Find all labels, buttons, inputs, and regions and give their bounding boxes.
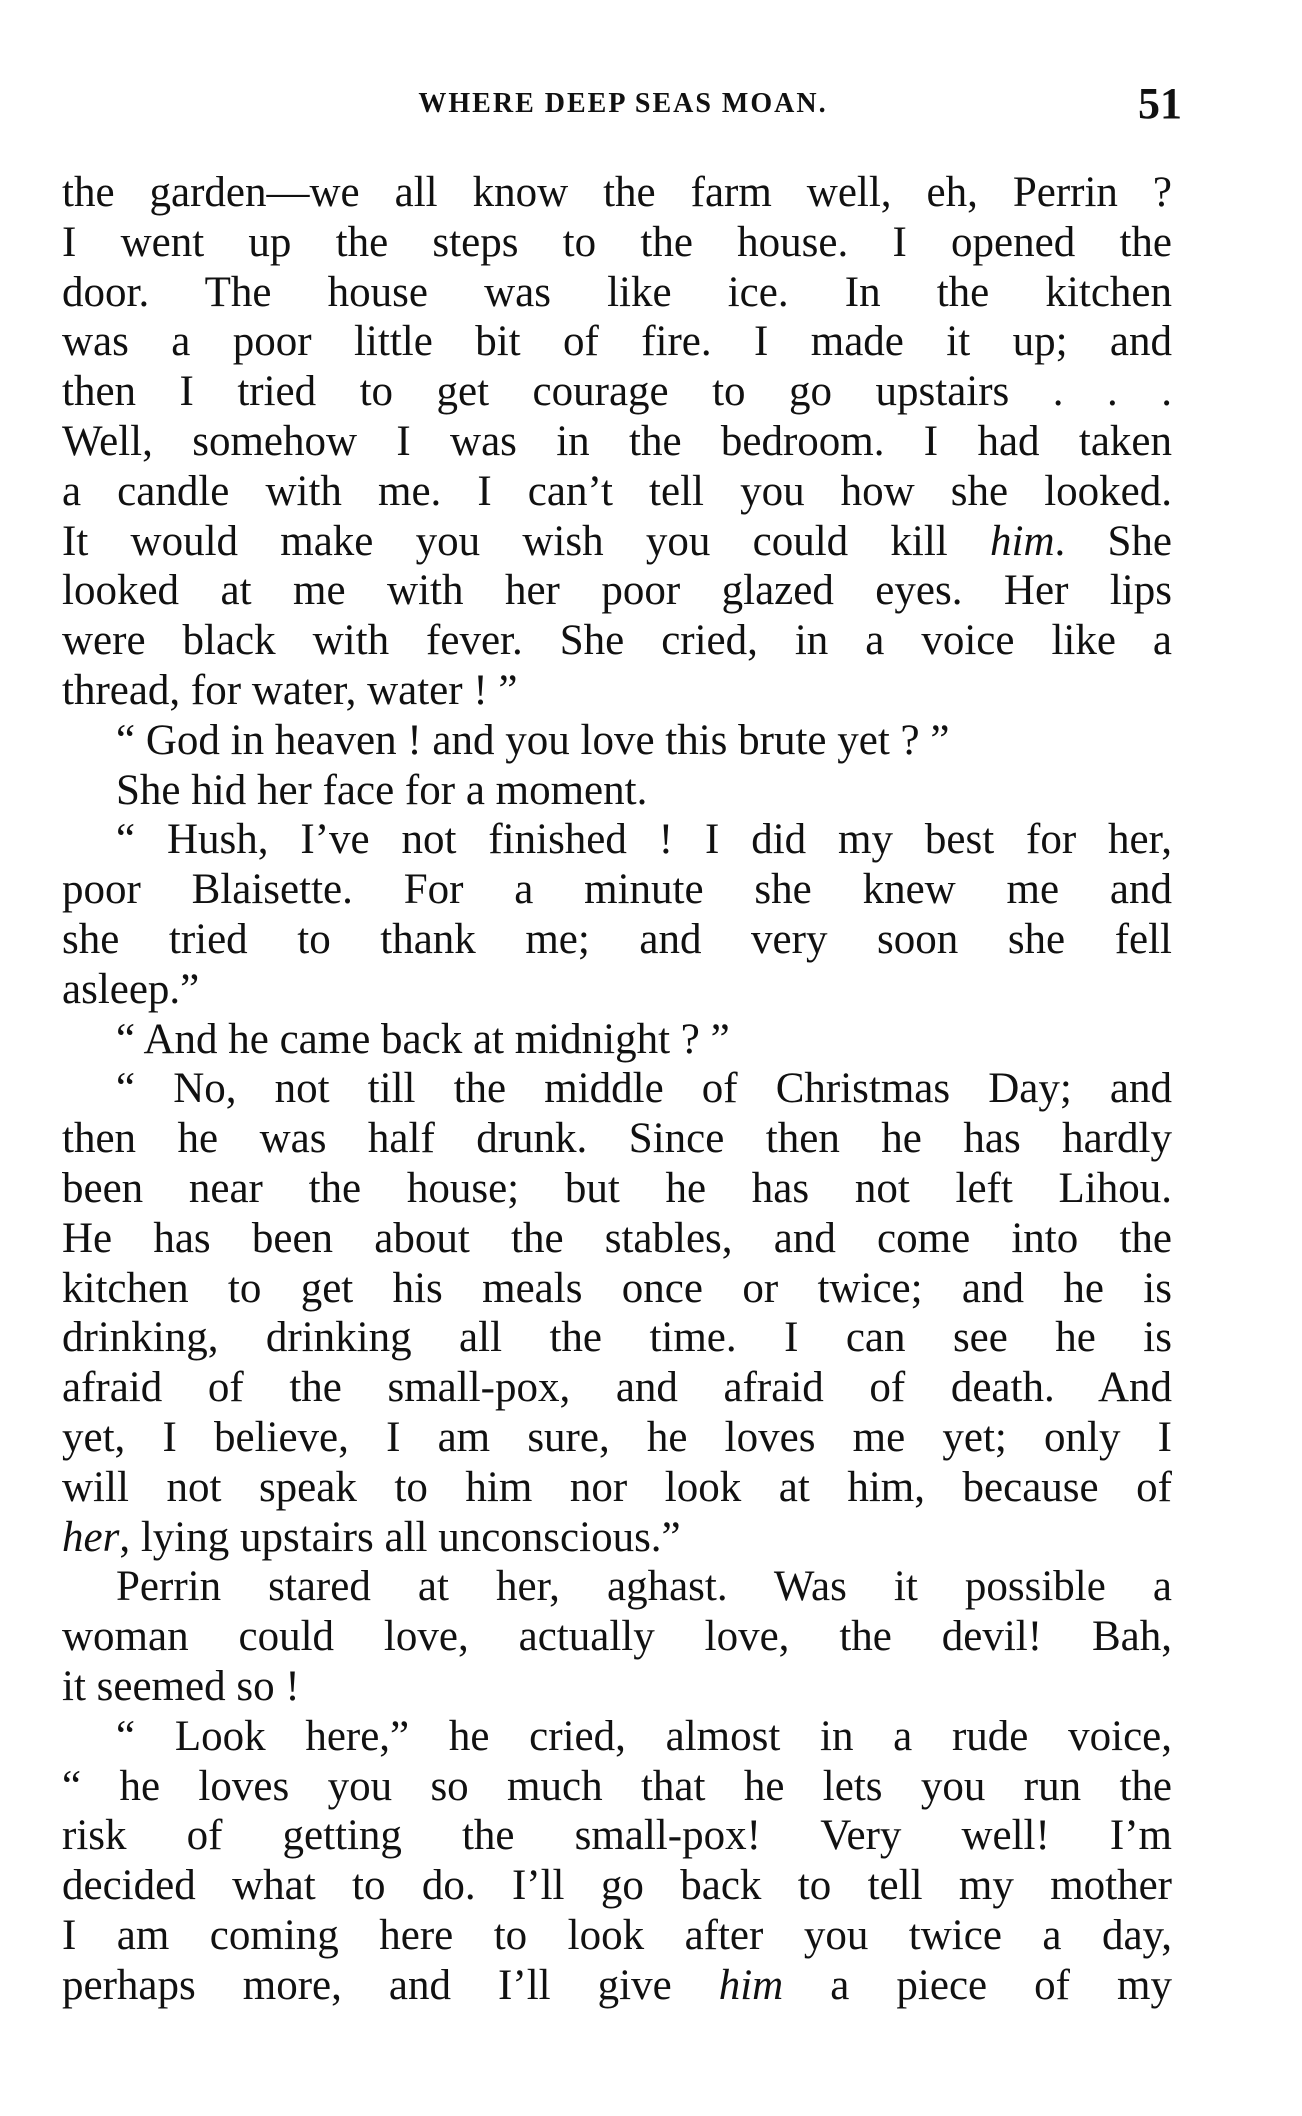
text-line: yet, I believe, I am sure, he loves me yet; only I — [62, 1413, 1172, 1461]
emphasis: him — [718, 1961, 784, 2009]
running-head — [64, 78, 1182, 128]
text-line: She hid her face for a moment. — [116, 766, 648, 814]
text-line: “ God in heaven ! and you love this brute yet ? ” — [116, 716, 950, 764]
text-line: kitchen to get his meals once or twice; and he is — [62, 1264, 1172, 1312]
text-line: then he was half drunk. Since then he has hardly — [62, 1115, 1172, 1163]
text-line: It would make you wish you could kill him. She — [62, 517, 1172, 565]
text-line: her, lying upstairs all unconscious.” — [62, 1513, 681, 1561]
text-line: “ he loves you so much that he lets you run the — [62, 1762, 1172, 1810]
text-line: He has been about the stables, and come into the — [62, 1214, 1172, 1262]
text-line: risk of getting the small-pox! Very well! I’m — [62, 1812, 1172, 1860]
text-line: door. The house was like ice. In the kitchen — [62, 268, 1172, 316]
running-title: WHERE DEEP SEAS MOAN. — [418, 88, 828, 119]
text-line: perhaps more, and I’ll give him a piece of my — [62, 1961, 1172, 2009]
text-line: was a poor little bit of fire. I made it up; and — [62, 318, 1172, 366]
text-line: “ And he came back at midnight ? ” — [116, 1015, 730, 1063]
text-line: she tried to thank me; and very soon she fell — [62, 915, 1172, 963]
text-line: the garden—we all know the farm well, eh, Perrin ? — [62, 169, 1172, 216]
text-line: then I tried to get courage to go upstairs . . . — [62, 368, 1172, 416]
text-line: looked at me with her poor glazed eyes. Her lips — [62, 567, 1172, 615]
text-line: afraid of the small-pox, and afraid of death. And — [62, 1364, 1172, 1412]
text-line: Well, somehow I was in the bedroom. I had taken — [62, 417, 1172, 465]
emphasis: her — [62, 1513, 120, 1561]
text-line: “ No, not till the middle of Christmas Day; and — [116, 1065, 1172, 1113]
text-line: I am coming here to look after you twice a day, — [62, 1911, 1172, 1959]
text-line: thread, for water, water ! ” — [62, 666, 518, 714]
text-line: “ Look here,” he cried, almost in a rude voice, — [116, 1712, 1172, 1760]
text-line: poor Blaisette. For a minute she knew me and — [62, 866, 1172, 914]
emphasis: him — [990, 517, 1055, 565]
text-line: a candle with me. I can’t tell you how she looked. — [62, 467, 1172, 515]
text-line: woman could love, actually love, the devil! Bah, — [62, 1613, 1172, 1661]
text-line: decided what to do. I’ll go back to tell my mother — [62, 1862, 1172, 1910]
text-line: drinking, drinking all the time. I can see he is — [62, 1314, 1172, 1362]
text-line: will not speak to him nor look at him, because of — [62, 1463, 1172, 1511]
text-line: asleep.” — [62, 965, 200, 1013]
text-line: “ Hush, I’ve not finished ! I did my best for her, — [116, 816, 1172, 864]
page-number: 51 — [1138, 79, 1182, 128]
text-line: it seemed so ! — [62, 1662, 300, 1710]
text-line: been near the house; but he has not left Lihou. — [62, 1164, 1172, 1212]
text-line: Perrin stared at her, aghast. Was it possible a — [116, 1563, 1172, 1611]
text-line: I went up the steps to the house. I opened the — [62, 218, 1172, 266]
text-line: were black with fever. She cried, in a voice like a — [62, 617, 1172, 665]
body-text — [62, 168, 1172, 2010]
